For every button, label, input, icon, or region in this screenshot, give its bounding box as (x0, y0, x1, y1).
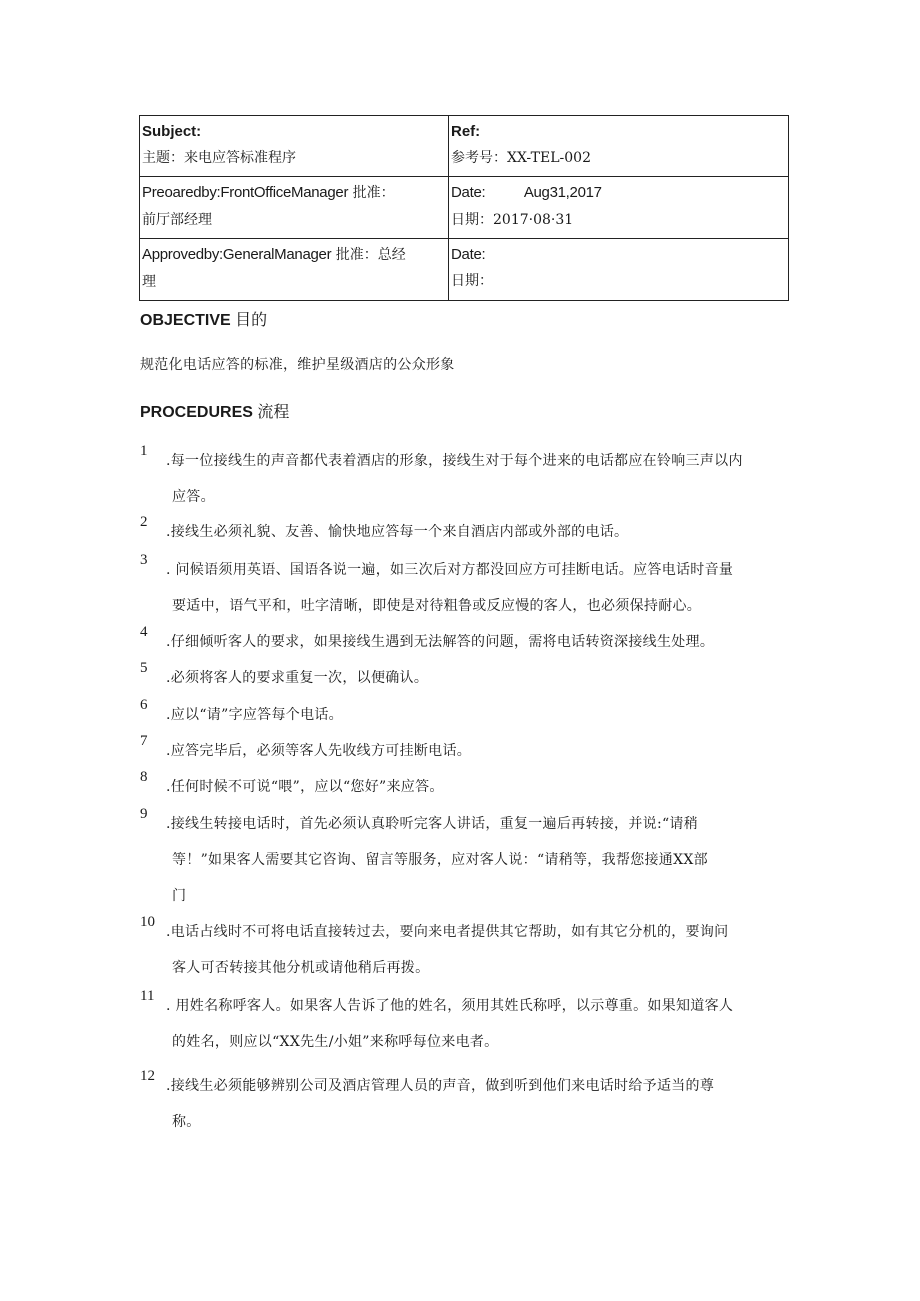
ref-label: Ref: (451, 123, 481, 140)
approved-by-title: 理 (142, 274, 156, 290)
procedures-heading-zh: 流程 (257, 402, 290, 421)
ref-cell (449, 116, 789, 177)
approved-cell (140, 239, 449, 301)
subject-row (140, 116, 789, 177)
procedure-number: 11 (140, 988, 155, 1004)
prepared-by-title: 前厅部经理 (142, 212, 212, 228)
procedure-item-3 (140, 552, 800, 624)
subject-value: 主题：来电应答标准程序 (142, 150, 296, 166)
procedure-item-7 (140, 733, 800, 769)
procedure-line: .接线生必须礼貌、友善、愉快地应答每一个来自酒店内部或外部的电话。 (166, 524, 629, 540)
procedure-number: 10 (140, 914, 155, 930)
objective-heading (140, 307, 267, 330)
date2-label: Date: (451, 246, 486, 263)
procedure-item-9 (140, 806, 800, 914)
subject-label: Subject: (142, 123, 202, 140)
date1-cell (449, 177, 789, 239)
procedure-line: .仔细倾听客人的要求，如果接线生遇到无法解答的问题，需将电话转资深接线生处理。 (166, 634, 715, 650)
procedure-number: 3 (140, 552, 148, 568)
procedure-item-12 (140, 1068, 800, 1140)
procedure-line: .接线生必须能够辨别公司及酒店管理人员的声音，做到听到他们来电话时给予适当的尊 (166, 1078, 715, 1094)
approved-approve-label: 批准：总经 (335, 247, 406, 263)
procedure-number: 7 (140, 733, 148, 749)
ref-value: 参考号：XX-TEL-002 (451, 150, 591, 166)
procedure-line: . 用姓名称呼客人。如果客人告诉了他的姓名，须用其姓氏称呼，以示尊重。如果知道客人 (166, 998, 734, 1014)
procedure-line: 称。 (172, 1114, 201, 1130)
procedure-number: 6 (140, 697, 148, 713)
procedure-line: .每一位接线生的声音都代表着酒店的形象，接线生对于每个进来的电话都应在铃响三声以内 (166, 453, 743, 469)
procedures-heading (140, 399, 289, 422)
procedure-number: 9 (140, 806, 148, 822)
prepared-approve-label: 批准： (352, 185, 395, 201)
procedure-item-8 (140, 769, 800, 805)
subject-cell (140, 116, 449, 177)
objective-text: 规范化电话应答的标准，维护星级酒店的公众形象 (140, 357, 455, 373)
procedure-item-2 (140, 514, 800, 550)
approved-row (140, 239, 789, 301)
procedure-number: 8 (140, 769, 148, 785)
procedure-line: 的姓名，则应以“XX先生/小姐”来称呼每位来电者。 (172, 1034, 499, 1050)
procedure-line: 要适中，语气平和，吐字清晰，即使是对待粗鲁或反应慢的客人，也必须保持耐心。 (172, 598, 702, 614)
procedure-line: 等！”如果客人需要其它咨询、留言等服务，应对客人说：“请稍等，我帮您接通XX部 (172, 852, 708, 868)
date2-zh: 日期： (451, 273, 493, 289)
date1-label: Date: (451, 184, 486, 201)
document-header-table (139, 115, 789, 301)
procedure-line: 应答。 (172, 489, 215, 505)
procedure-item-1 (140, 443, 800, 515)
procedure-number: 2 (140, 514, 148, 530)
procedure-number: 5 (140, 660, 148, 676)
procedure-line: .必须将客人的要求重复一次，以便确认。 (166, 670, 429, 686)
prepared-row (140, 177, 789, 239)
prepared-cell (140, 177, 449, 239)
date1-zh: 日期：2017·08·31 (451, 212, 574, 228)
prepared-by-label: Preoaredby:FrontOfficeManager (142, 184, 349, 201)
objective-heading-en: OBJECTIVE (140, 312, 231, 329)
procedure-line: 门 (172, 888, 187, 904)
procedure-line: 客人可否转接其他分机或请他稍后再拨。 (172, 960, 430, 976)
date2-cell (449, 239, 789, 301)
procedure-line: .接线生转接电话时，首先必须认真聆听完客人讲话，重复一遍后再转接，并说:“请稍 (166, 816, 699, 832)
objective-heading-zh: 目的 (235, 310, 268, 329)
procedure-item-4 (140, 624, 800, 660)
procedure-line: . 问候语须用英语、国语各说一遍，如三次后对方都没回应方可挂断电话。应答电话时音量 (166, 562, 734, 578)
procedure-line: .应以“请”字应答每个电话。 (166, 707, 343, 723)
procedure-item-6 (140, 697, 800, 733)
procedure-line: .应答完毕后，必须等客人先收线方可挂断电话。 (166, 743, 472, 759)
date1-value: Aug31,2017 (523, 184, 602, 201)
procedure-item-11 (140, 988, 800, 1060)
procedure-line: .电话占线时不可将电话直接转过去，要向来电者提供其它帮助，如有其它分机的，要询问 (166, 924, 729, 940)
procedure-number: 1 (140, 443, 148, 459)
procedure-number: 12 (140, 1068, 155, 1084)
procedures-heading-en: PROCEDURES (140, 404, 253, 421)
procedure-line: .任何时候不可说“喂”，应以“您好”来应答。 (166, 779, 444, 795)
approved-by-label: Approvedby:GeneralManager (142, 246, 332, 263)
procedure-item-10 (140, 914, 800, 986)
procedure-item-5 (140, 660, 800, 696)
procedure-number: 4 (140, 624, 148, 640)
